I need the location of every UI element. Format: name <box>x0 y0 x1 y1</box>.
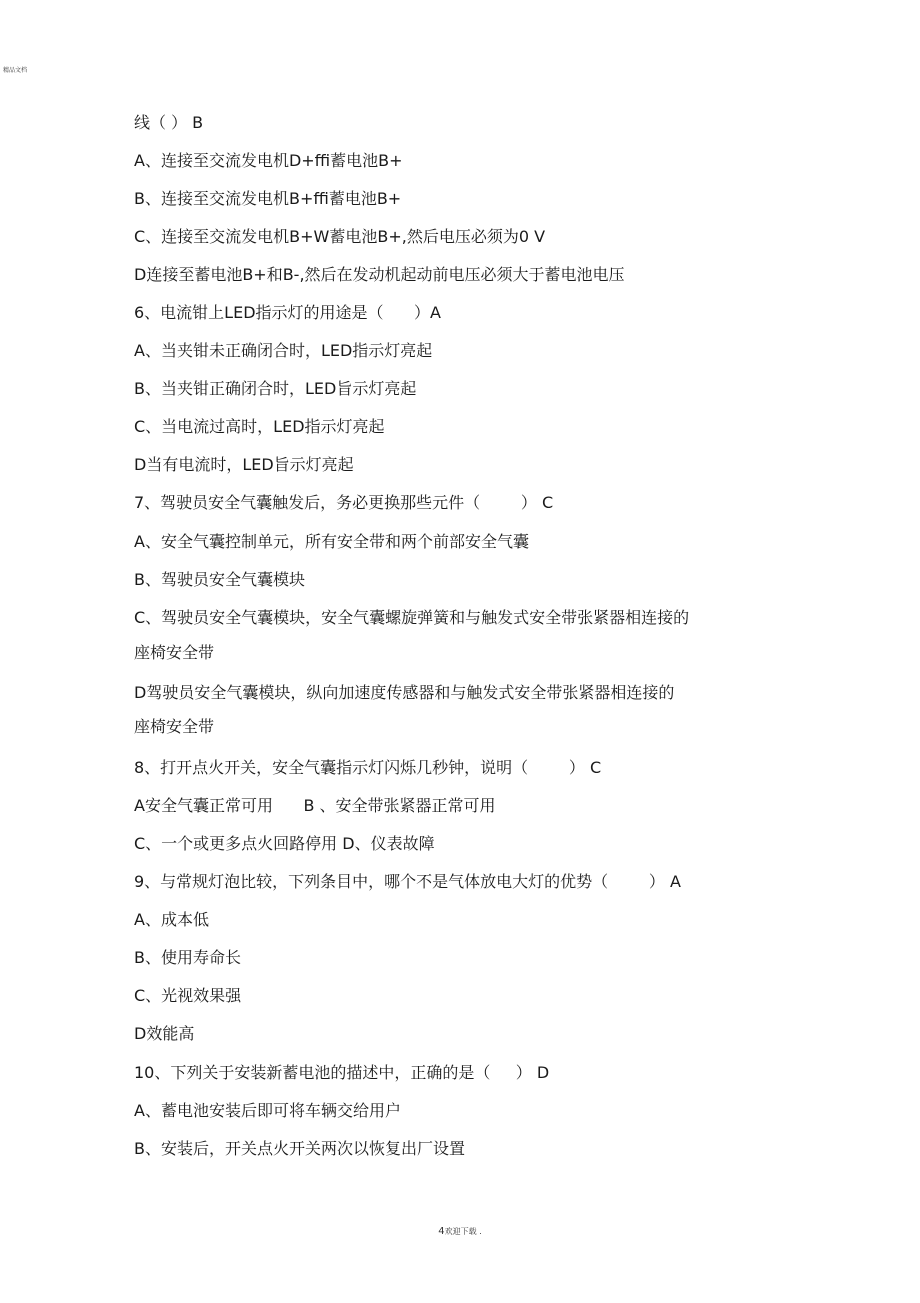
question-8: 8、打开点火开关，安全气囊指示灯闪烁几秒钟，说明（ ） C <box>134 758 602 777</box>
header-label: 精品文档 <box>3 67 28 74</box>
question-7: 7、驾驶员安全气囊触发后，务必更换那些元件（ ） C <box>134 493 554 512</box>
page-footer <box>0 1226 920 1237</box>
text-line: B、当夹钳正确闭合时，LED旨示灯亮起 <box>134 379 417 398</box>
text-line: D效能高 <box>134 1024 195 1043</box>
text-line: C、光视效果强 <box>134 986 242 1005</box>
text-line: D连接至蓄电池B+和B-,然后在发动机起动前电压必须大于蓄电池电压 <box>134 265 625 284</box>
text-line: C、驾驶员安全气囊模块，安全气囊螺旋弹簧和与触发式安全带张紧器相连接的 <box>134 608 690 627</box>
question-9: 9、与常规灯泡比较，下列条目中，哪个不是气体放电大灯的优势（ ） A <box>134 872 681 891</box>
text-line: C、当电流过高时，LED指示灯亮起 <box>134 417 385 436</box>
text-line: A、连接至交流发电机D+ffi蓄电池B+ <box>134 151 403 170</box>
text-line: C、一个或更多点火回路停用 D、仪表故障 <box>134 834 435 853</box>
text-line: D当有电流时，LED旨示灯亮起 <box>134 455 354 474</box>
page-number: 4 <box>438 1226 445 1237</box>
text-line: 座椅安全带 <box>134 643 215 662</box>
text-line: 座椅安全带 <box>134 717 215 736</box>
text-line: A、安全气囊控制单元，所有安全带和两个前部安全气囊 <box>134 532 529 551</box>
question-10: 10、下列关于安装新蓄电池的描述中，正确的是（ ） D <box>134 1063 550 1082</box>
text-line: C、连接至交流发电机B+W蓄电池B+,然后电压必须为0 V <box>134 227 546 246</box>
text-line: A、蓄电池安装后即可将车辆交给用户 <box>134 1101 401 1120</box>
text-line: A、成本低 <box>134 910 209 929</box>
text-line: A、当夹钳未正确闭合时，LED指示灯亮起 <box>134 341 433 360</box>
footer-text: 欢迎下载 . <box>444 1227 482 1236</box>
text-line: B、驾驶员安全气囊模块 <box>134 570 305 589</box>
question-6: 6、电流钳上LED指示灯的用途是（ ）A <box>134 303 441 322</box>
text-line: A安全气囊正常可用 B 、安全带张紧器正常可用 <box>134 796 496 815</box>
text-line: B、安装后，开关点火开关两次以恢复出厂设置 <box>134 1139 465 1158</box>
text-line: B、连接至交流发电机B+ffi蓄电池B+ <box>134 189 402 208</box>
text-line: D驾驶员安全气囊模块，纵向加速度传感器和与触发式安全带张紧器相连接的 <box>134 683 675 702</box>
text-line: B、使用寿命长 <box>134 948 241 967</box>
text-line: 线（ ） B <box>134 113 204 132</box>
